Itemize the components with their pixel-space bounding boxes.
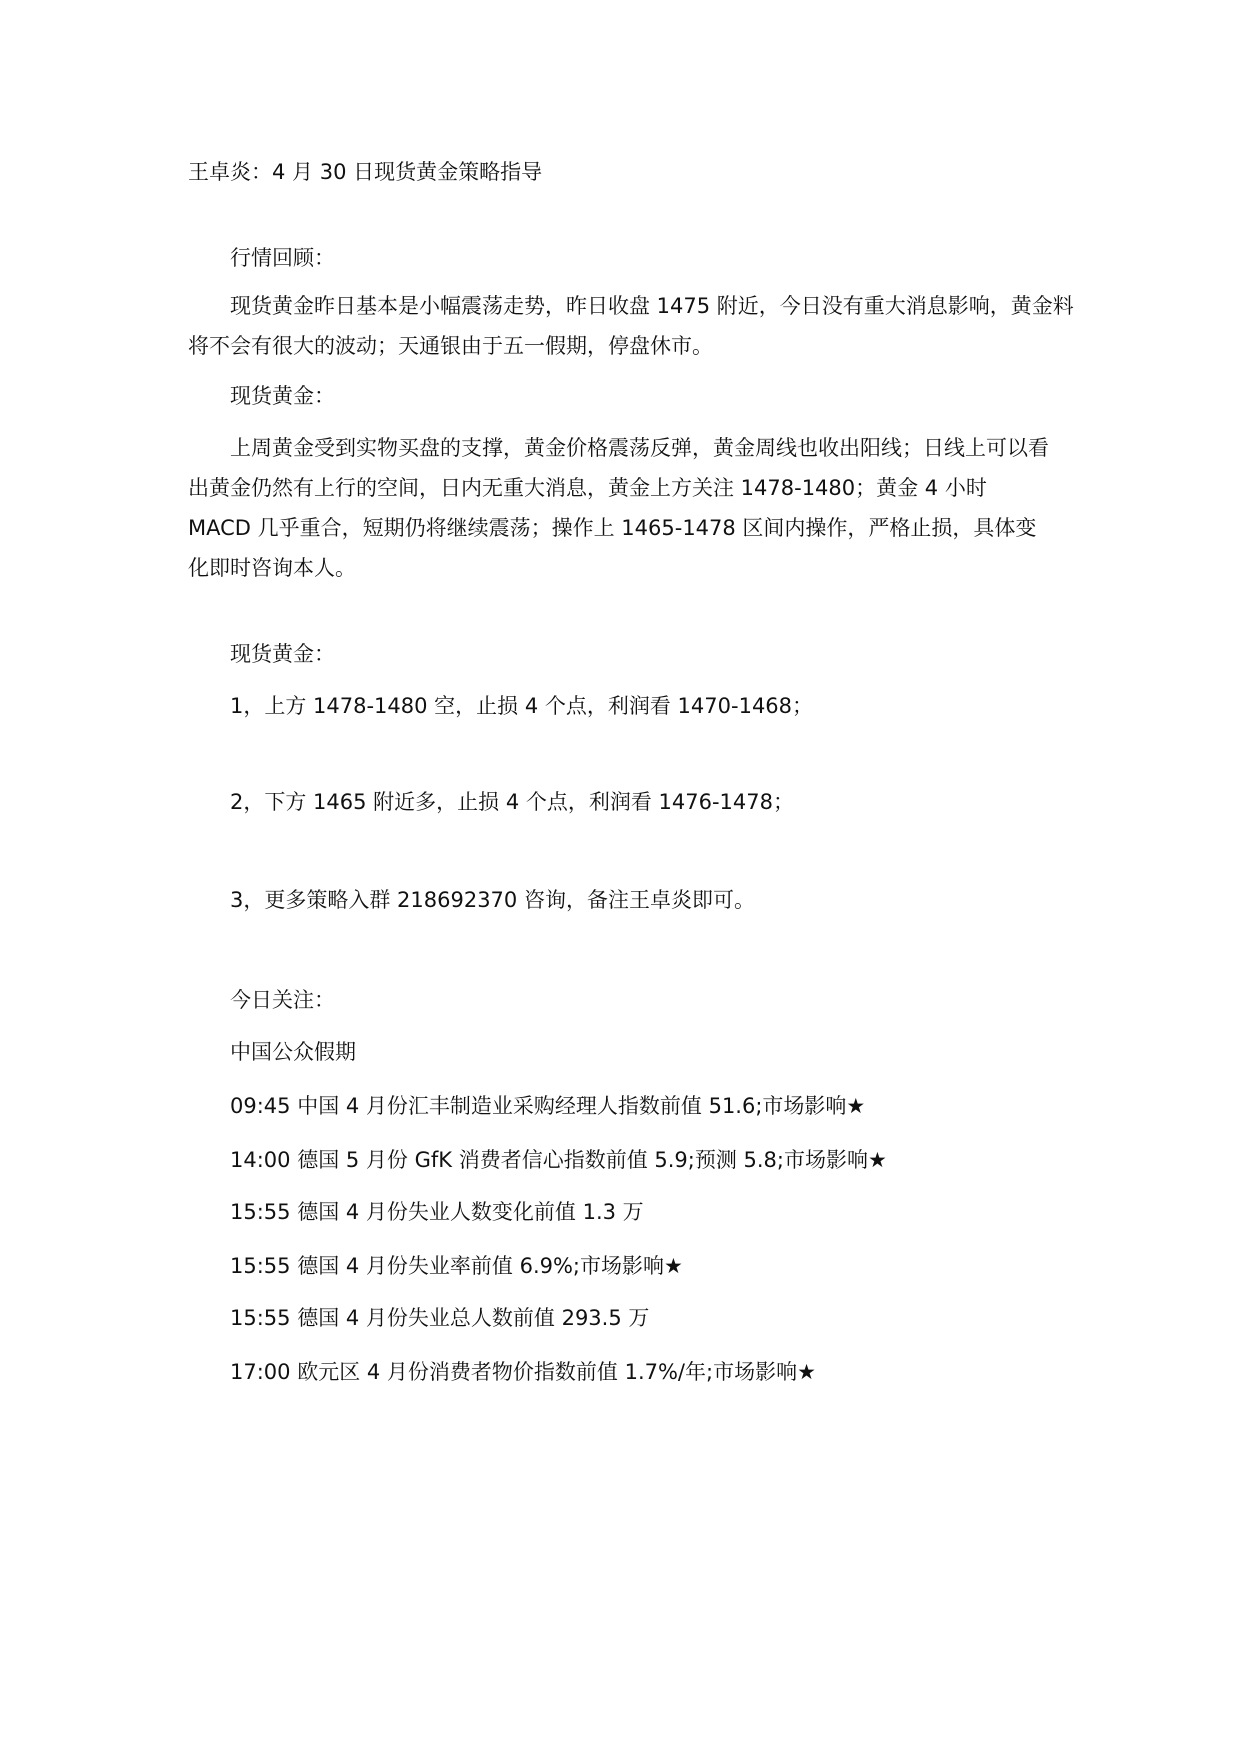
event-item: 中国公众假期: [230, 1040, 356, 1064]
event-item: 15:55 德国 4 月份失业率前值 6.9%;市场影响★: [230, 1254, 683, 1278]
review-heading: 行情回顾：: [230, 246, 335, 270]
event-item: 15:55 德国 4 月份失业人数变化前值 1.3 万: [230, 1200, 644, 1224]
strategy-item: 1，上方 1478-1480 空，止损 4 个点，利润看 1470-1468；: [230, 694, 814, 718]
event-item: 14:00 德国 5 月份 GfK 消费者信心指数前值 5.9;预测 5.8;市场影响★: [230, 1148, 887, 1172]
event-item: 15:55 德国 4 月份失业总人数前值 293.5 万: [230, 1306, 650, 1330]
spot-gold-heading: 现货黄金：: [230, 384, 335, 408]
event-item: 17:00 欧元区 4 月份消费者物价指数前值 1.7%/年;市场影响★: [230, 1360, 816, 1384]
analysis-paragraph: 上周黄金受到实物买盘的支撑，黄金价格震荡反弹，黄金周线也收出阳线；日线上可以看出黄金仍然有上行的空间，日内无重大消息，黄金上方关注 1478-1480；黄金 4 小时 MACD 几乎重合，短期仍将继续震荡；操作上 1465-1478 区间内操作，严格止损，具体变化即时咨询本人。: [188, 436, 1049, 580]
document-title: 王卓炎：4 月 30 日现货黄金策略指导: [188, 160, 543, 184]
strategy-item: 3，更多策略入群 218692370 咨询，备注王卓炎即可。: [230, 888, 755, 912]
strategy-heading: 现货黄金：: [230, 642, 335, 666]
focus-heading: 今日关注：: [230, 988, 335, 1012]
event-item: 09:45 中国 4 月份汇丰制造业采购经理人指数前值 51.6;市场影响★: [230, 1094, 866, 1118]
review-paragraph: 现货黄金昨日基本是小幅震荡走势，昨日收盘 1475 附近，今日没有重大消息影响，黄金料将不会有很大的波动；天通银由于五一假期，停盘休市。: [188, 294, 1074, 358]
strategy-item: 2，下方 1465 附近多，止损 4 个点，利润看 1476-1478；: [230, 790, 795, 814]
